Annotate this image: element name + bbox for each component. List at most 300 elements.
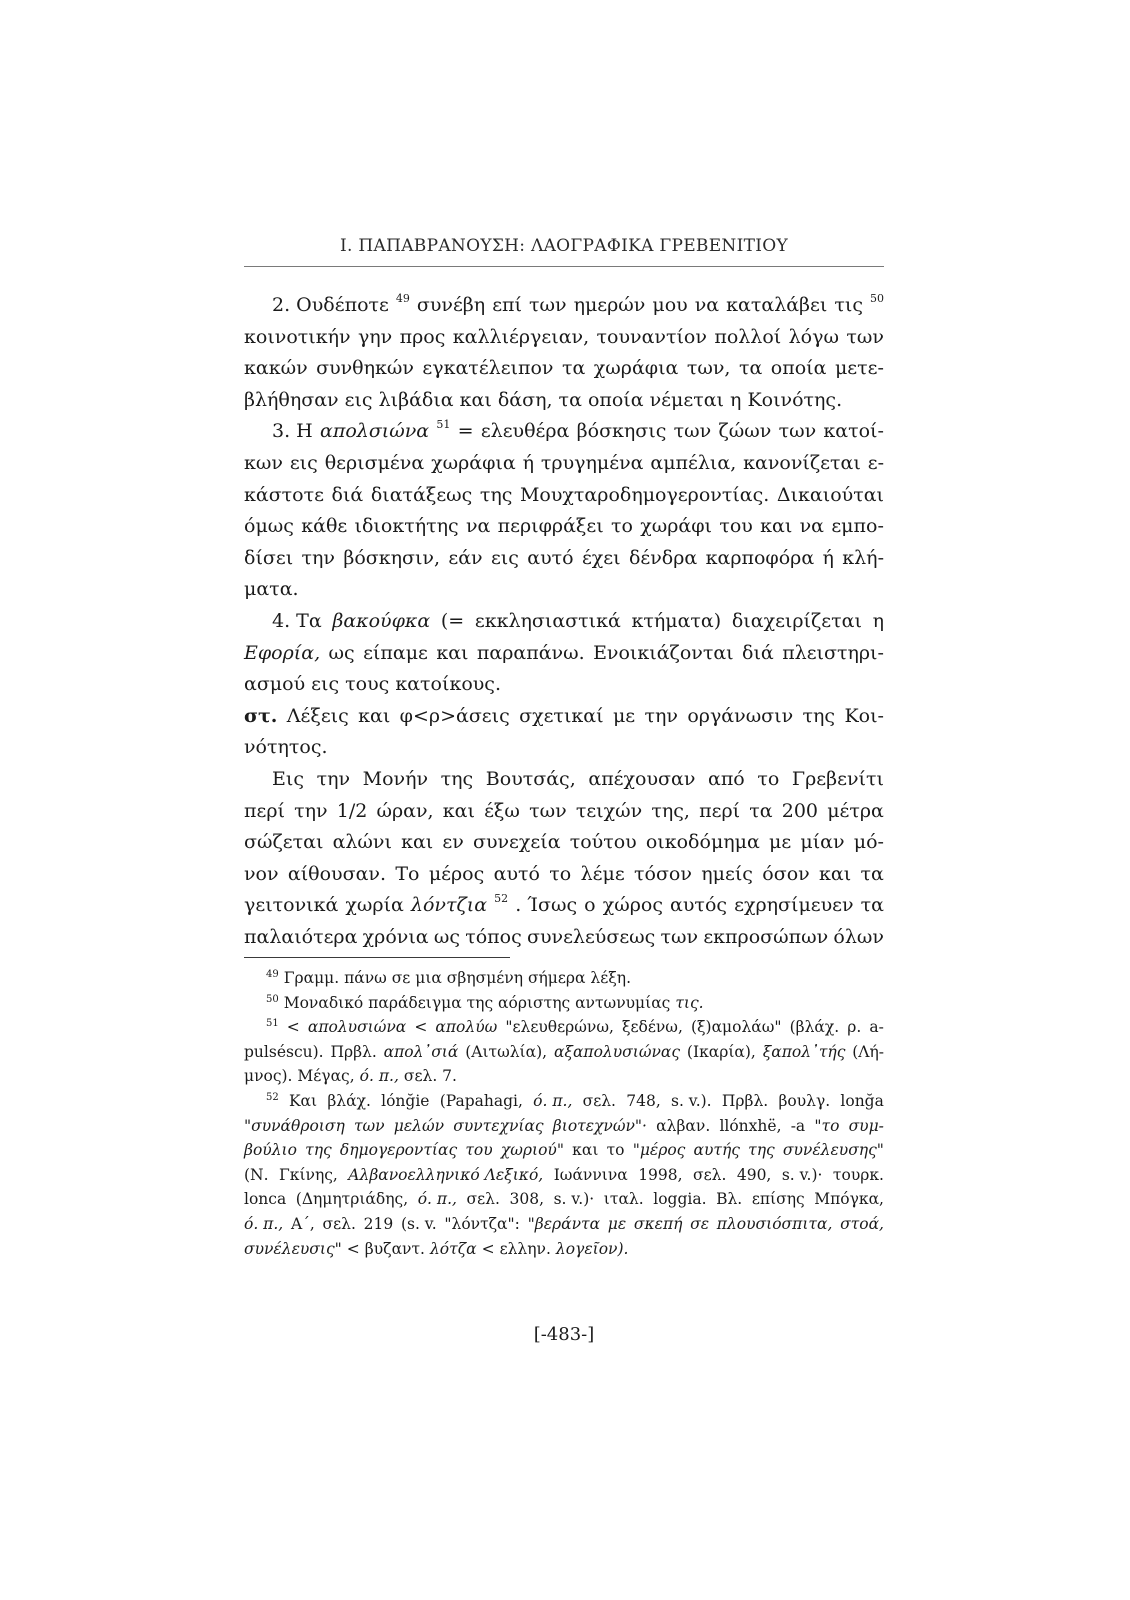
- text-segment: του: [465, 1141, 493, 1160]
- text-segment: της: [802, 704, 836, 727]
- text-segment: με: [769, 831, 792, 854]
- text-segment: αυτός: [670, 894, 728, 917]
- text-segment: συνελεύσεως: [527, 925, 656, 948]
- text-segment: σε: [690, 1214, 710, 1233]
- text-segment: 490,: [736, 1165, 772, 1184]
- text-segment: απολυσιώνα: [307, 1018, 407, 1037]
- text-segment: των: [528, 294, 567, 316]
- text-segment: η: [872, 609, 884, 632]
- text-segment: και: [401, 831, 434, 854]
- text-segment: ό. π.,: [359, 1067, 399, 1086]
- text-segment: (Papahagi,: [439, 1091, 523, 1110]
- text-segment: των,: [686, 357, 731, 380]
- text-segment: επί: [492, 294, 522, 316]
- text-segment: . Ίσως: [515, 894, 578, 917]
- text-segment: ως: [328, 641, 355, 664]
- text-segment: και: [436, 641, 469, 664]
- text-segment: εχρησίμευεν: [734, 894, 854, 917]
- text-segment: των: [673, 420, 712, 443]
- text-segment: χωράφια: [593, 357, 679, 380]
- text-segment: βόσκησιν,: [343, 546, 440, 569]
- text-segment: ημερών: [573, 294, 646, 316]
- text-segment: και: [442, 799, 475, 822]
- text-segment: απολύω: [435, 1018, 498, 1037]
- text-segment: αλώνι: [332, 831, 392, 854]
- text-segment: χωρία: [345, 894, 404, 917]
- text-segment: μέτρα: [827, 799, 884, 822]
- text-segment: το: [549, 862, 572, 885]
- text-segment: Βουτσάς,: [485, 767, 576, 790]
- text-segment: λογεῖον).: [555, 1239, 629, 1258]
- note-reference: 49: [395, 292, 410, 305]
- text-segment: το: [606, 1141, 625, 1160]
- footnotes: [244, 966, 884, 1261]
- text-segment: παλαιότερα: [244, 925, 358, 948]
- paragraph-4-line-3: [244, 669, 884, 701]
- text-segment: φ<ρ>άσεις: [399, 704, 510, 727]
- paragraph-5-line-3: [244, 827, 884, 859]
- footnote-number: 52: [266, 1091, 279, 1103]
- text-segment: συνεχεία: [472, 831, 561, 854]
- text-segment: 1/2: [336, 799, 368, 822]
- text-segment: (βλάχ.: [789, 1018, 840, 1037]
- text-segment: Βλ.: [716, 1190, 743, 1209]
- body-text: [244, 290, 884, 953]
- text-segment: ελλην.: [499, 1239, 551, 1258]
- text-segment: Αλβανοελληνικό Λεξικό,: [348, 1165, 544, 1184]
- text-segment: pulséscu).: [244, 1042, 324, 1061]
- footnote-52-line-5: [244, 1187, 884, 1212]
- text-segment: Γκίνης,: [279, 1165, 338, 1184]
- text-segment: (Δημητριάδης,: [295, 1190, 409, 1209]
- text-segment: έχει: [581, 546, 621, 569]
- text-segment: κτήματα): [631, 609, 722, 632]
- text-segment: λόγω: [788, 325, 839, 348]
- text-segment: <: [286, 1018, 300, 1037]
- text-segment: ώραν,: [376, 799, 434, 822]
- text-segment: χωριού": [500, 1141, 564, 1160]
- paragraph-2-line-2: [244, 322, 884, 354]
- text-segment: διατάξεως: [370, 483, 473, 506]
- footnote-number: 51: [266, 1018, 279, 1030]
- text-segment: lónğie: [381, 1091, 430, 1110]
- text-segment: τις.: [675, 993, 704, 1012]
- text-segment: εις: [289, 451, 318, 474]
- text-segment: σχετικαί: [519, 704, 604, 727]
- text-segment: τουναντίον: [596, 325, 707, 348]
- text-segment: παραπάνω.: [476, 641, 585, 664]
- text-segment: (ξ)αμολάω": [690, 1018, 782, 1037]
- text-segment: διαχειρίζεται: [731, 609, 862, 632]
- text-segment: όμως: [244, 515, 294, 538]
- text-segment: καρποφόρα: [705, 546, 815, 569]
- text-segment: μό-: [853, 831, 884, 854]
- text-segment: συνέλευσις": [244, 1239, 342, 1258]
- text-segment: 748,: [626, 1091, 661, 1110]
- running-head: Ι. ΠΑΠΑΒΡΑΝΟΥΣΗ: ΛΑΟΓΡΑΦΙΚΑ ΓΡΕΒΕΝΙΤΙΟΥ: [339, 236, 789, 256]
- text-segment: δένδρα: [628, 546, 698, 569]
- text-segment: εάν: [448, 546, 483, 569]
- footnote-52-line-1: [244, 1089, 884, 1114]
- text-segment: Μουχταροδημογεροντίας.: [519, 483, 770, 506]
- text-segment: lonca: [244, 1190, 287, 1209]
- text-segment: όλων: [833, 925, 884, 948]
- text-segment: σκεπή: [633, 1214, 683, 1233]
- text-segment: 4. Τα: [272, 609, 322, 632]
- text-segment: =: [457, 420, 474, 443]
- text-segment: πολλοί: [714, 325, 782, 348]
- text-segment: βιοτεχνών"·: [552, 1116, 647, 1135]
- text-segment: Μοναδικό παράδειγμα της αόριστης αντωνυμίας: [283, 993, 671, 1012]
- text-segment: s. v.)·: [553, 1190, 595, 1209]
- text-segment: με: [607, 1214, 627, 1233]
- text-segment: Δικαιούται: [776, 483, 884, 506]
- text-segment: Μονήν: [362, 767, 429, 790]
- text-segment: χρόνια: [362, 925, 429, 948]
- footnote-50-line-1: [244, 991, 884, 1016]
- footnote-51-line-1: [244, 1015, 884, 1040]
- text-segment: το: [757, 767, 780, 790]
- text-segment: των: [353, 1116, 385, 1135]
- text-segment: από: [707, 767, 745, 790]
- text-segment: οικοδόμημα: [645, 831, 760, 854]
- footnote-49-line-1: [244, 966, 884, 991]
- text-segment: κανονίζεται: [743, 451, 861, 474]
- text-segment: (Ικαρία),: [686, 1042, 756, 1061]
- text-segment: λότζα: [429, 1239, 477, 1258]
- text-segment: ελευθέρα: [480, 420, 570, 443]
- footnote-number: 50: [266, 993, 279, 1005]
- text-segment: μελών: [393, 1116, 445, 1135]
- footnote-52-line-4: [244, 1163, 884, 1188]
- text-segment: στ.: [244, 704, 278, 727]
- text-segment: <: [346, 1239, 360, 1258]
- footnote-52-line-2: [244, 1114, 884, 1139]
- text-segment: "μέρος: [632, 1141, 686, 1160]
- paragraph-3-line-4: [244, 511, 884, 543]
- text-segment: των: [778, 420, 817, 443]
- text-segment: και: [358, 704, 391, 727]
- text-segment: βόσκησις: [576, 420, 667, 443]
- text-segment: οποία: [770, 357, 827, 380]
- text-segment: αλβαν.: [656, 1116, 711, 1135]
- text-segment: ό. π.,: [533, 1091, 573, 1110]
- text-segment: a-: [869, 1018, 884, 1037]
- text-segment: κλή-: [842, 546, 884, 569]
- footnote-52-line-6: [244, 1212, 884, 1237]
- text-segment: εις: [490, 546, 519, 569]
- text-segment: s. v.).: [670, 1091, 712, 1110]
- paragraph-2-line-1: [244, 290, 884, 322]
- paragraph-3-line-1: [244, 416, 884, 448]
- text-segment: διά: [331, 483, 364, 506]
- paragraph-5-line-1: [244, 764, 884, 796]
- text-segment: Πρβλ.: [721, 1091, 769, 1110]
- text-segment: κακών: [244, 357, 308, 380]
- text-segment: δίσει: [244, 546, 294, 569]
- text-segment: ασμού εις τους κατοίκους.: [244, 673, 501, 696]
- text-segment: κάστοτε: [244, 483, 324, 506]
- text-segment: την: [316, 767, 351, 790]
- text-segment: θερισμένα: [324, 451, 425, 474]
- footnote-52-line-7: [244, 1237, 884, 1262]
- text-segment: οργάνωσιν: [687, 704, 794, 727]
- text-segment: όσον: [762, 862, 810, 885]
- paragraph-2-line-4: [244, 385, 884, 417]
- text-segment: καλλιέργειαν,: [452, 325, 590, 348]
- text-segment: εκπροσώπων: [703, 925, 829, 948]
- paragraph-3-line-2: [244, 448, 884, 480]
- paragraph-2-line-3: [244, 353, 884, 385]
- text-segment: βακούφκα: [332, 609, 431, 632]
- text-segment: τα: [860, 894, 884, 917]
- text-segment: βυζαντ.: [364, 1239, 425, 1258]
- text-segment: να: [694, 294, 720, 316]
- footnote-separator: [244, 957, 510, 958]
- text-segment: τουρκ.: [832, 1165, 884, 1184]
- text-segment: ιταλ.: [603, 1190, 644, 1209]
- text-segment: γειτονικά: [244, 894, 339, 917]
- text-segment: της: [748, 1141, 775, 1160]
- text-segment: εκκλησιαστικά: [474, 609, 621, 632]
- text-segment: καταλάβει: [726, 294, 828, 316]
- text-segment: Εφορία,: [244, 641, 321, 664]
- text-segment: τα: [749, 799, 773, 822]
- text-segment: Το: [395, 862, 420, 885]
- text-segment: ξεδένω,: [621, 1018, 683, 1037]
- text-segment: lonğa: [840, 1091, 884, 1110]
- text-segment: Κοι-: [844, 704, 884, 727]
- text-segment: συνέλευσης": [782, 1141, 884, 1160]
- text-segment: "το: [814, 1116, 840, 1135]
- text-segment: περί: [244, 799, 285, 822]
- text-segment: πλουσιόσπιτα,: [716, 1214, 833, 1233]
- paragraph-5-line-5: [244, 890, 884, 922]
- text-segment: συμ-: [848, 1116, 884, 1135]
- text-segment: εμπο-: [831, 515, 884, 538]
- text-segment: κάθε: [301, 515, 348, 538]
- text-segment: τα: [561, 357, 586, 380]
- text-segment: αίθουσαν.: [287, 862, 386, 885]
- text-segment: Ιωάννινα: [553, 1165, 628, 1184]
- text-segment: Ενοικιάζονται: [593, 641, 734, 664]
- text-segment: νον: [244, 862, 279, 885]
- section-heading-line-1: [244, 701, 884, 733]
- text-segment: Και: [288, 1091, 318, 1110]
- text-segment: συνέβη: [416, 294, 486, 316]
- text-segment: τειχών: [575, 799, 643, 822]
- text-segment: ζώων: [718, 420, 772, 443]
- text-segment: "βεράντα: [527, 1214, 601, 1233]
- paragraph-5-line-4: [244, 859, 884, 891]
- text-segment: (Ν.: [244, 1165, 269, 1184]
- text-segment: ξαπολ᾽τής: [762, 1042, 846, 1061]
- footnote-51-line-2: [244, 1040, 884, 1065]
- text-segment: περί: [699, 799, 741, 822]
- text-segment: επίσης: [751, 1190, 805, 1209]
- text-segment: 200: [781, 799, 819, 822]
- text-segment: αυτής: [693, 1141, 740, 1160]
- page-number: [-483-]: [533, 1324, 595, 1345]
- text-segment: γην: [357, 325, 393, 348]
- text-segment: ρ.: [847, 1018, 862, 1037]
- text-segment: (s. v.: [400, 1214, 437, 1233]
- footnote-number: 49: [266, 969, 279, 980]
- text-segment: νότητος.: [244, 736, 328, 759]
- text-segment: s. v.)·: [781, 1165, 823, 1184]
- text-segment: 2. Ουδέποτε: [272, 294, 389, 316]
- text-segment: να: [799, 515, 825, 538]
- text-segment: ημείς: [701, 862, 753, 885]
- text-segment: εν: [442, 831, 464, 854]
- paragraph-4-line-1: [244, 606, 884, 638]
- text-segment: ό. π.,: [417, 1190, 457, 1209]
- text-segment: αξαπολυσιώνας: [553, 1042, 681, 1061]
- text-segment: <: [481, 1239, 495, 1258]
- text-segment: των: [846, 325, 884, 348]
- text-segment: απολ᾽σιά: [383, 1042, 459, 1061]
- text-segment: συντεχνίας: [453, 1116, 544, 1135]
- text-segment: "συνάθροιση: [244, 1116, 345, 1135]
- paragraph-3-line-3: [244, 480, 884, 512]
- text-segment: <: [414, 1018, 428, 1037]
- text-segment: έξω: [484, 799, 520, 822]
- note-reference: 50: [869, 292, 884, 305]
- text-segment: 308,: [509, 1190, 544, 1209]
- paragraph-5-line-6: [244, 922, 884, 954]
- header-rule: [244, 266, 884, 267]
- note-reference: 51: [436, 418, 451, 432]
- text-segment: Πρβλ.: [330, 1042, 377, 1061]
- text-segment: 1998,: [638, 1165, 683, 1184]
- text-segment: συνθηκών: [316, 357, 414, 380]
- text-segment: Λέξεις: [286, 704, 349, 727]
- text-segment: Α΄,: [290, 1214, 315, 1233]
- text-segment: περιφράξει: [497, 515, 604, 538]
- text-segment: "ελευθερώνω,: [505, 1018, 614, 1037]
- text-segment: της,: [651, 799, 690, 822]
- text-segment: προς: [399, 325, 446, 348]
- text-segment: Γραμμ. πάνω σε μια σβησμένη σήμερα λέξη.: [283, 969, 632, 987]
- text-segment: λέμε: [580, 862, 625, 885]
- text-segment: (=: [440, 609, 465, 632]
- text-segment: λόντζια: [410, 894, 488, 917]
- text-segment: (Λή-: [852, 1042, 884, 1061]
- text-segment: του: [719, 515, 753, 538]
- text-segment: τις: [834, 294, 863, 316]
- text-segment: Εις: [272, 767, 304, 790]
- text-segment: τούτου: [569, 831, 637, 854]
- text-segment: loggia.: [653, 1190, 707, 1209]
- text-segment: μου: [652, 294, 688, 316]
- text-segment: αυτό: [493, 862, 540, 885]
- text-segment: διά: [742, 641, 774, 664]
- text-segment: και: [760, 515, 793, 538]
- section-heading-line-2: [244, 732, 884, 764]
- text-segment: χωράφια: [431, 451, 516, 474]
- text-segment: δημογεροντίας: [339, 1141, 458, 1160]
- text-segment: χωράφι: [640, 515, 713, 538]
- text-segment: και: [819, 862, 852, 885]
- text-segment: το: [610, 515, 633, 538]
- text-segment: ιδιοκτήτης: [354, 515, 459, 538]
- text-segment: της: [440, 767, 474, 790]
- text-segment: χώρος: [602, 894, 663, 917]
- text-segment: μέρος: [428, 862, 485, 885]
- text-segment: 219: [363, 1214, 394, 1233]
- paragraph-3-line-6: [244, 574, 884, 606]
- text-segment: τρυγημένα: [540, 451, 644, 474]
- text-segment: μετε-: [834, 357, 884, 380]
- text-segment: κοινοτικήν: [244, 325, 351, 348]
- text-segment: ή: [822, 546, 834, 569]
- text-segment: σελ.: [466, 1190, 500, 1209]
- text-segment: πλειστηρι-: [782, 641, 884, 664]
- text-segment: ή: [522, 451, 534, 474]
- footnote-52-line-3: [244, 1138, 884, 1163]
- note-reference: 52: [494, 892, 509, 906]
- text-segment: βλήθησαν εις λιβάδια και δάση, τα οποία νέμεται η Κοινότης.: [244, 388, 843, 411]
- text-segment: Μπόγκα,: [814, 1190, 884, 1209]
- text-segment: ό. π.,: [244, 1214, 284, 1233]
- text-segment: και: [572, 1141, 599, 1160]
- text-segment: βλάχ.: [327, 1091, 371, 1110]
- text-segment: σελ.: [582, 1091, 616, 1110]
- text-segment: (Αιτωλία),: [465, 1042, 548, 1061]
- text-segment: 3. Η: [272, 420, 313, 443]
- text-segment: ε-: [867, 451, 884, 474]
- paragraph-3-line-5: [244, 543, 884, 575]
- text-segment: απολσιώνα: [320, 420, 430, 443]
- text-segment: των: [529, 799, 567, 822]
- text-segment: εγκατέλειπον: [422, 357, 554, 380]
- text-segment: σώζεται: [244, 831, 324, 854]
- text-segment: στοά,: [840, 1214, 884, 1233]
- text-segment: -a: [790, 1116, 806, 1135]
- text-segment: σελ. 7.: [403, 1067, 457, 1086]
- text-segment: τα: [738, 357, 763, 380]
- text-segment: των: [660, 925, 699, 948]
- text-segment: απέχουσαν: [588, 767, 696, 790]
- paragraph-5-line-2: [244, 796, 884, 828]
- text-segment: την: [301, 546, 335, 569]
- text-segment: μίαν: [800, 831, 845, 854]
- text-segment: τα: [860, 862, 884, 885]
- text-segment: κων: [244, 451, 283, 474]
- text-segment: με: [612, 704, 636, 727]
- paragraph-4-line-2: [244, 638, 884, 670]
- text-segment: σελ.: [322, 1214, 356, 1233]
- text-segment: κατοί-: [823, 420, 884, 443]
- text-segment: τόπος: [465, 925, 522, 948]
- text-segment: μνος). Μέγας,: [244, 1067, 355, 1086]
- text-segment: της: [305, 1141, 332, 1160]
- text-segment: llónxhë,: [719, 1116, 782, 1135]
- text-segment: τόσον: [634, 862, 692, 885]
- text-segment: ματα.: [244, 578, 299, 601]
- text-segment: ως: [433, 925, 460, 948]
- text-segment: της: [479, 483, 513, 506]
- text-segment: να: [465, 515, 491, 538]
- footnote-51-line-3: [244, 1064, 884, 1089]
- text-segment: την: [294, 799, 328, 822]
- text-segment: Γρεβενίτι: [791, 767, 884, 790]
- text-segment: βουλγ.: [778, 1091, 831, 1110]
- text-segment: αμπέλια,: [650, 451, 737, 474]
- text-segment: βούλιο: [244, 1141, 297, 1160]
- text-segment: σελ.: [693, 1165, 727, 1184]
- text-segment: ο: [584, 894, 596, 917]
